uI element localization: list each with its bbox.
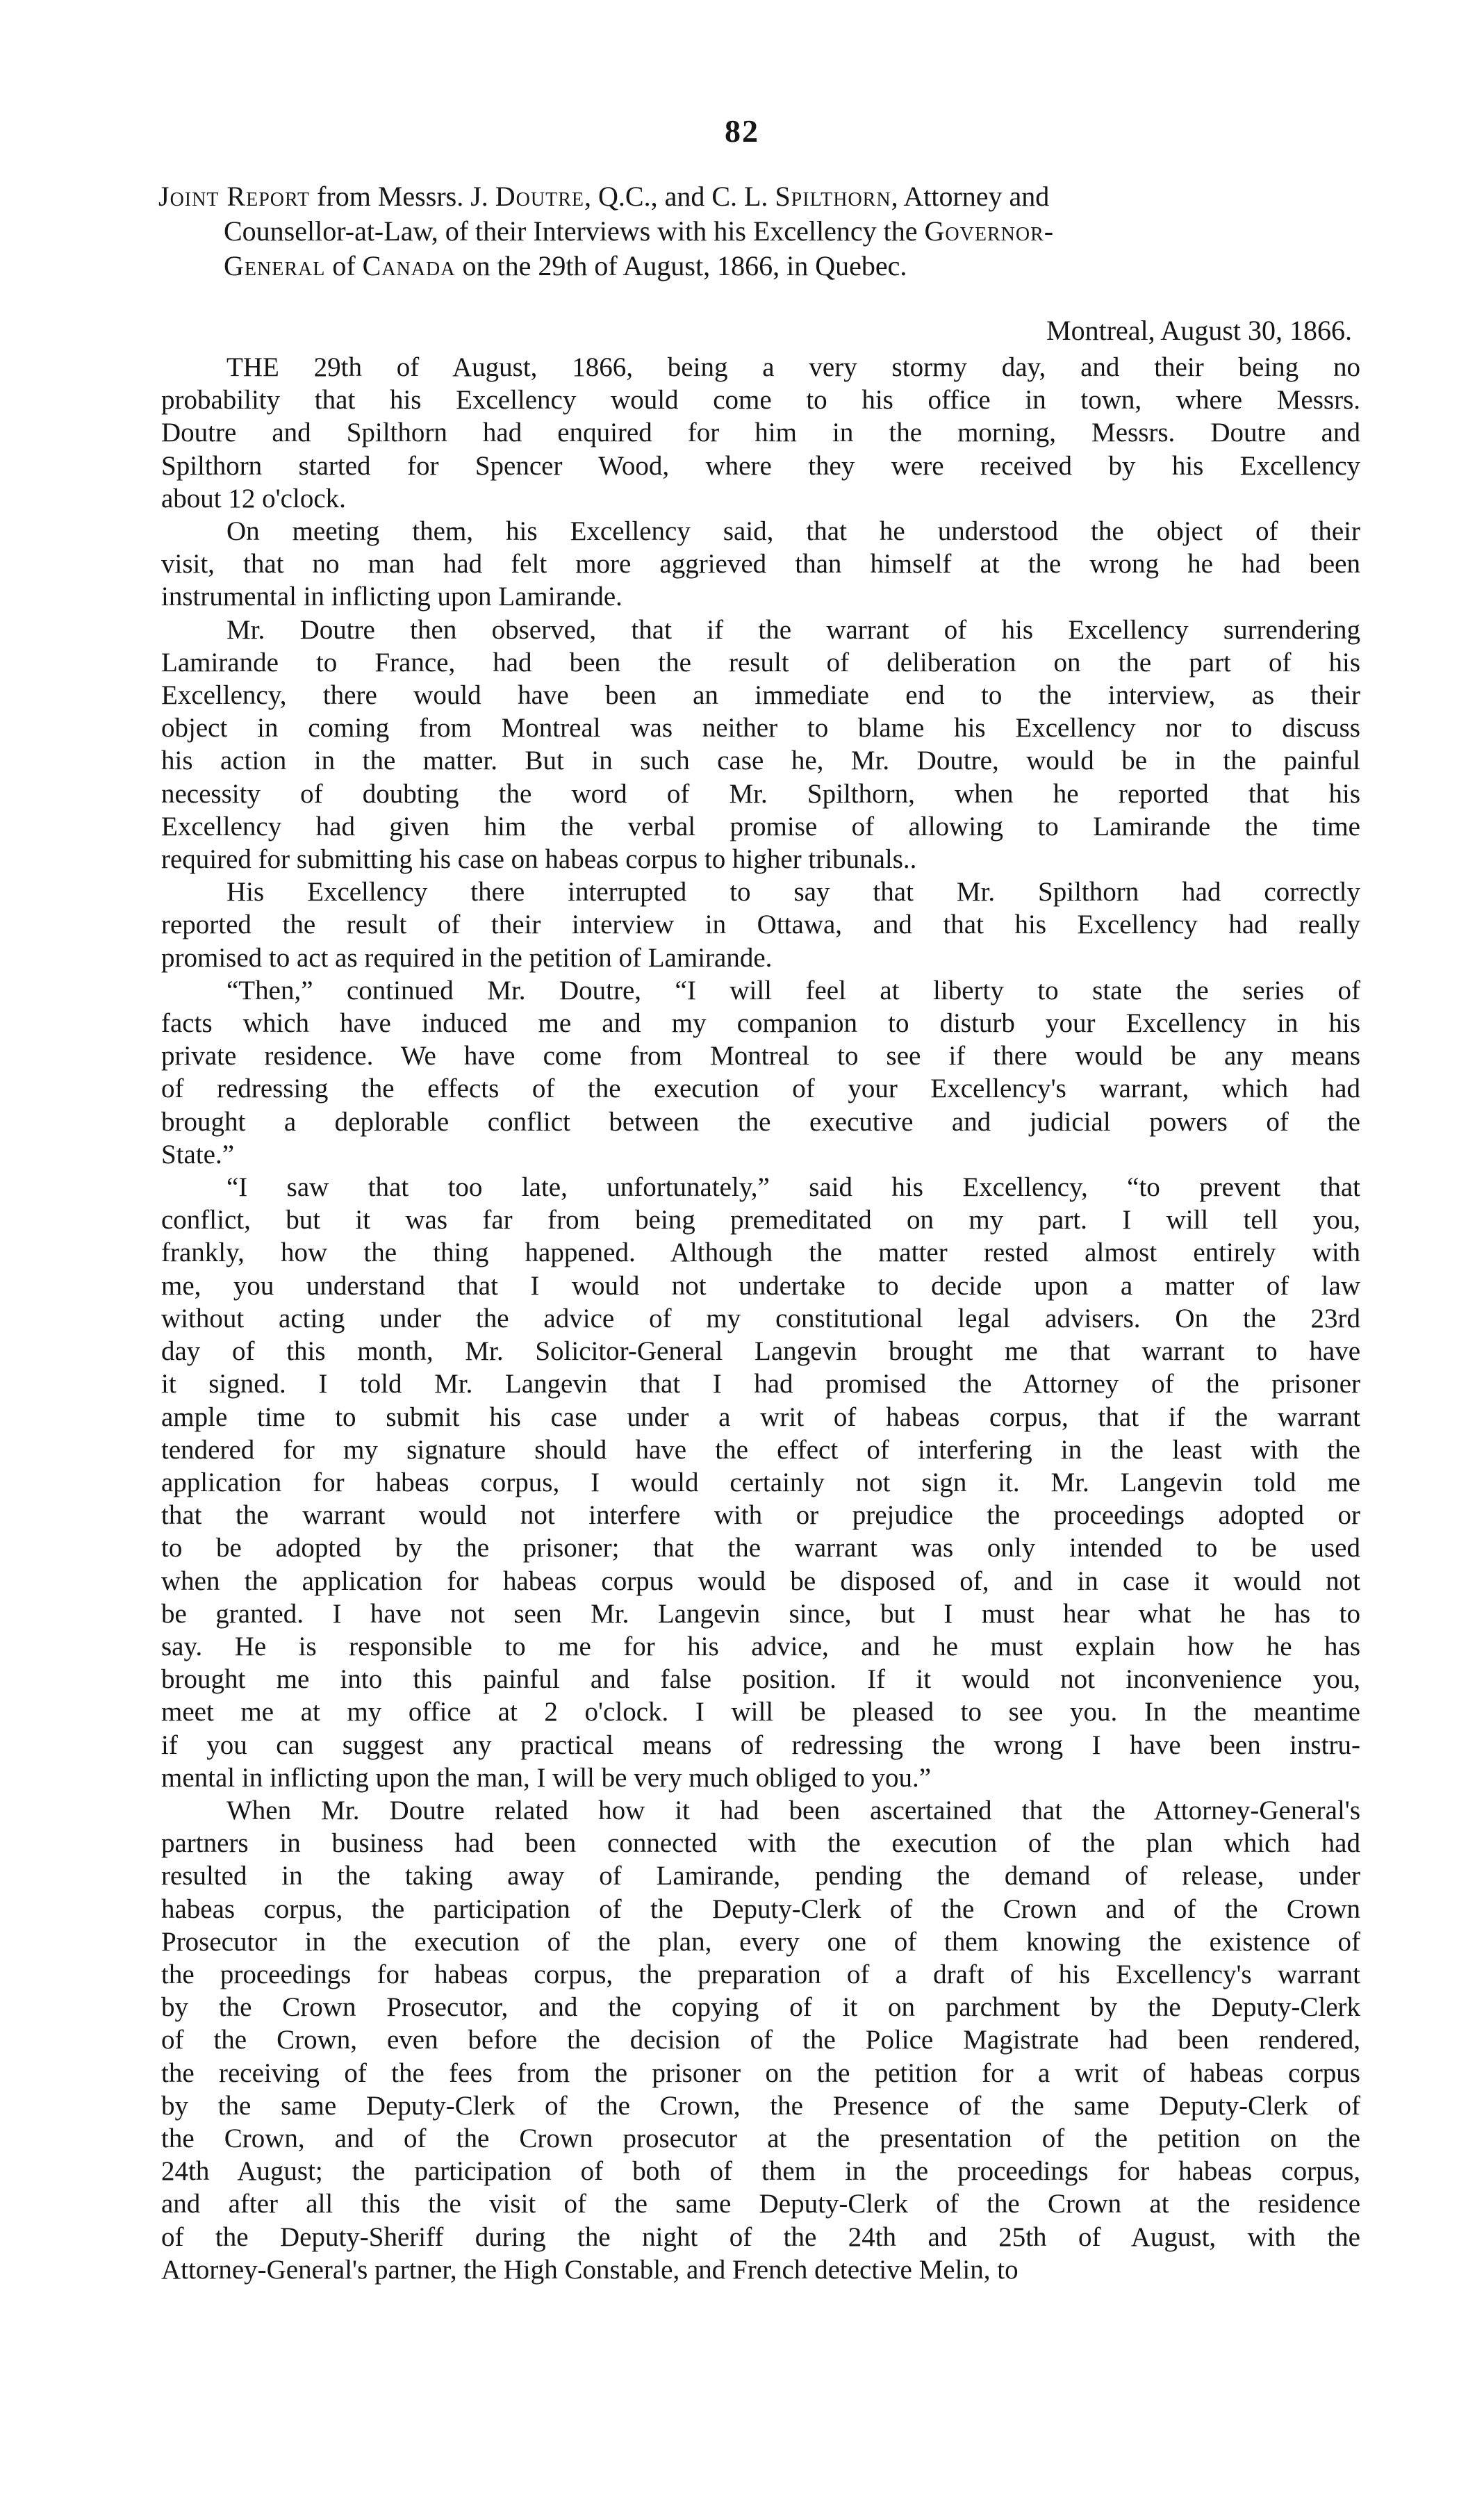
paragraph (161, 614, 1360, 876)
text-line: meet me at my office at 2 o'clock. I will be pleased to see you. In the meantime (161, 1697, 1360, 1727)
text-line: by the same Deputy-Clerk of the Crown, the Presence of the same Deputy-Clerk of (161, 2090, 1360, 2121)
text-line: mental in inflicting upon the man, I will be very much obliged to you.” (161, 1762, 932, 1793)
text-line: partners in business had been connected with the execution of the plan which had (161, 1828, 1360, 1859)
text-line: the receiving of the fees from the prisoner on the petition for a writ of habeas corpus (161, 2058, 1360, 2088)
text-line: Prosecutor in the execution of the plan, every one of them knowing the existence of (161, 1926, 1360, 1957)
text-line: of the Deputy-Sheriff during the night of the 24th and 25th of August, with the (161, 2221, 1360, 2252)
text-line: When Mr. Doutre related how it had been ascertained that the Attorney-General's (226, 1795, 1360, 1825)
text-line: it signed. I told Mr. Langevin that I had promised the Attorney of the prisoner (161, 1369, 1360, 1399)
text-line: frankly, how the thing happened. Although the matter rested almost entirely with (161, 1238, 1360, 1268)
heading-general: General (224, 250, 326, 281)
heading-canada: Canada (362, 250, 456, 281)
heading-joint-report: Joint Report (158, 181, 311, 212)
dateline: Montreal, August 30, 1866. (1046, 315, 1352, 346)
text-line: Spilthorn started for Spencer Wood, where they were received by his Excellency (161, 450, 1360, 481)
text-line: visit, that no man had felt more aggrieved than himself at the wrong he had been (161, 549, 1360, 580)
text-line: “Then,” continued Mr. Doutre, “I will feel at liberty to state the series of (226, 975, 1360, 1005)
text-line: probability that his Excellency would come to his office in town, where Messrs. (161, 385, 1360, 416)
heading-text: , Q.C., and C. L. (584, 181, 775, 212)
text-line: habeas corpus, the participation of the Deputy-Clerk of the Crown and of the Crown (161, 1894, 1360, 1924)
paragraph (161, 1794, 1360, 2286)
heading-line-2 (158, 214, 1402, 249)
text-line: say. He is responsible to me for his advice, and he must explain how he has (161, 1631, 1360, 1661)
heading-text: on the 29th of August, 1866, in Quebec. (455, 250, 907, 281)
paragraph (161, 974, 1360, 1171)
heading-text: of (325, 250, 363, 281)
paragraph (161, 1171, 1360, 1794)
text-line: His Excellency there interrupted to say that Mr. Spilthorn had correctly (226, 877, 1360, 907)
text-line: the proceedings for habeas corpus, the preparation of a draft of his Excellency's warrant (161, 1959, 1360, 1989)
text-line: required for submitting his case on habeas corpus to higher tribunals.. (161, 844, 917, 875)
text-line: THE 29th of August, 1866, being a very stormy day, and their being no (226, 352, 1360, 382)
paragraph (161, 351, 1360, 515)
report-heading (158, 179, 1402, 284)
heading-line-3 (158, 249, 1402, 284)
heading-text: Counsellor-at-Law, of their Interviews with his Excellency the (224, 215, 925, 247)
text-line: object in coming from Montreal was neither to blame his Excellency nor to discuss (161, 713, 1360, 744)
text-line: Attorney-General's partner, the High Constable, and French detective Melin, to (161, 2254, 1019, 2285)
text-line: facts which have induced me and my companion to disturb your Excellency in his (161, 1008, 1360, 1039)
text-line: 24th August; the participation of both of them in the proceedings for habeas corpus, (161, 2156, 1360, 2187)
text-line: State.” (161, 1139, 235, 1169)
heading-name-doutre: Doutre (495, 181, 584, 212)
text-line: of redressing the effects of the execution of your Excellency's warrant, which had (161, 1074, 1360, 1104)
text-line: On meeting them, his Excellency said, that he understood the object of their (226, 516, 1360, 547)
text-line: private residence. We have come from Montreal to see if there would be any means (161, 1041, 1360, 1071)
text-line: be granted. I have not seen Mr. Langevin since, but I must hear what he has to (161, 1598, 1360, 1629)
report-body (161, 351, 1360, 2286)
text-line: application for habeas corpus, I would certainly not sign it. Mr. Langevin told me (161, 1467, 1360, 1497)
text-line: if you can suggest any practical means of redressing the wrong I have been instru- (161, 1730, 1360, 1760)
text-line: Excellency, there would have been an immediate end to the interview, as their (161, 680, 1360, 711)
text-line: when the application for habeas corpus would be disposed of, and in case it would not (161, 1566, 1360, 1596)
page-number: 82 (725, 113, 759, 149)
text-line: resulted in the taking away of Lamirande, pending the demand of release, under (161, 1861, 1360, 1891)
text-line: “I saw that too late, unfortunately,” said his Excellency, “to prevent that (226, 1172, 1360, 1203)
heading-name-spilthorn: Spilthorn (775, 181, 891, 212)
text-line: tendered for my signature should have the effect of interfering in the least with the (161, 1434, 1360, 1465)
text-line: Doutre and Spilthorn had enquired for him in the morning, Messrs. Doutre and (161, 418, 1360, 448)
heading-text: , Attorney and (891, 181, 1050, 212)
paragraph (161, 876, 1360, 974)
text-line: instrumental in inflicting upon Lamirande. (161, 582, 623, 612)
text-line: of the Crown, even before the decision of the Police Magistrate had been rendered, (161, 2025, 1360, 2055)
paragraph (161, 515, 1360, 614)
text-line: brought a deplorable conflict between the executive and judicial powers of the (161, 1106, 1360, 1137)
text-line: without acting under the advice of my constitutional legal advisers. On the 23rd (161, 1303, 1360, 1333)
text-line: his action in the matter. But in such case he, Mr. Doutre, would be in the painful (161, 746, 1360, 776)
text-line: me, you understand that I would not undertake to decide upon a matter of law (161, 1270, 1360, 1301)
heading-text: from Messrs. J. (310, 181, 495, 212)
text-line: that the warrant would not interfere with or prejudice the proceedings adopted or (161, 1500, 1360, 1531)
text-line: Lamirande to France, had been the result of deliberation on the part of his (161, 647, 1360, 677)
text-line: about 12 o'clock. (161, 483, 346, 514)
text-line: to be adopted by the prisoner; that the warrant was only intended to be used (161, 1533, 1360, 1563)
text-line: day of this month, Mr. Solicitor-General Langevin brought me that warrant to have (161, 1336, 1360, 1367)
text-line: Mr. Doutre then observed, that if the warrant of his Excellency surrendering (226, 614, 1360, 645)
text-line: Excellency had given him the verbal promise of allowing to Lamirande the time (161, 811, 1360, 841)
heading-governor: Governor- (924, 215, 1055, 247)
text-line: conflict, but it was far from being premeditated on my part. I will tell you, (161, 1205, 1360, 1235)
text-line: and after all this the visit of the same Deputy-Clerk of the Crown at the residence (161, 2189, 1360, 2219)
heading-line-1 (158, 179, 1402, 214)
text-line: by the Crown Prosecutor, and the copying of it on parchment by the Deputy-Clerk (161, 1992, 1360, 2023)
text-line: promised to act as required in the petition of Lamirande. (161, 942, 773, 973)
text-line: reported the result of their interview in Ottawa, and that his Excellency had really (161, 910, 1360, 940)
text-line: necessity of doubting the word of Mr. Spilthorn, when he reported that his (161, 778, 1360, 809)
text-line: ample time to submit his case under a writ of habeas corpus, that if the warrant (161, 1402, 1360, 1432)
text-line: brought me into this painful and false position. If it would not inconvenience you, (161, 1664, 1360, 1695)
text-line: the Crown, and of the Crown prosecutor at the presentation of the petition on the (161, 2123, 1360, 2153)
